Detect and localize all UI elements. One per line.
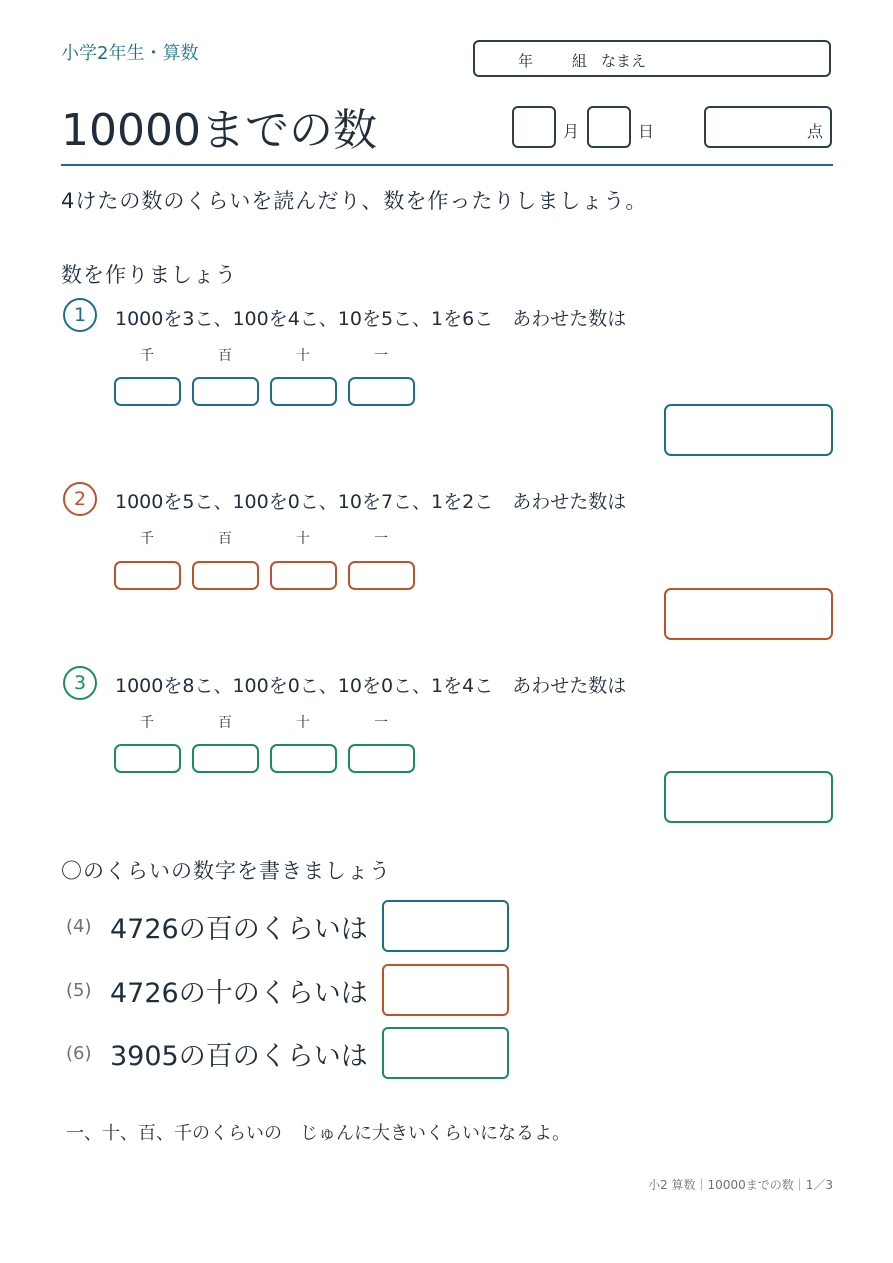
digit-input-tens[interactable]	[270, 744, 337, 773]
header-divider	[61, 164, 833, 166]
page-footer: 小2 算数｜10000までの数｜1／3	[648, 1178, 833, 1192]
day-label: 日	[638, 122, 655, 141]
section2-title: 〇のくらいの数字を書きましょう	[61, 859, 391, 883]
name-label: なまえ	[601, 52, 647, 70]
day-field[interactable]	[587, 106, 631, 148]
place-label-hundreds: 百	[218, 531, 232, 547]
digit-input-ones[interactable]	[348, 744, 415, 773]
question-3-text: 1000を8こ、100を0こ、10を0こ、1を4こ あわせた数は	[115, 675, 627, 697]
score-label: 点	[807, 122, 824, 141]
page-title: 10000までの数	[61, 105, 377, 156]
question-4-number: (4)	[66, 916, 92, 937]
place-label-tens: 十	[296, 715, 310, 731]
digit-input-ones[interactable]	[348, 561, 415, 590]
answer-box-2[interactable]	[664, 588, 833, 640]
place-label-ones: 一	[374, 348, 388, 364]
question-6-text: 3905の百のくらいは	[110, 1041, 368, 1072]
place-label-tens: 十	[296, 531, 310, 547]
grade-label: 年	[518, 52, 534, 70]
answer-box-6[interactable]	[382, 1027, 509, 1079]
class-label: 組	[572, 52, 588, 70]
digit-input-tens[interactable]	[270, 561, 337, 590]
month-label: 月	[563, 122, 580, 141]
question-5-number: (5)	[66, 980, 92, 1001]
place-label-hundreds: 百	[218, 348, 232, 364]
subject-label: 小学2年生・算数	[61, 43, 199, 64]
digit-input-hundreds[interactable]	[192, 377, 259, 406]
answer-box-5[interactable]	[382, 964, 509, 1016]
question-5-text: 4726の十のくらいは	[110, 978, 368, 1009]
question-4-text: 4726の百のくらいは	[110, 914, 368, 945]
answer-box-4[interactable]	[382, 900, 509, 952]
question-2-number: 2	[63, 482, 97, 516]
digit-input-thousands[interactable]	[114, 744, 181, 773]
question-6-number: (6)	[66, 1043, 92, 1064]
place-label-ones: 一	[374, 531, 388, 547]
instruction-text: 4けたの数のくらいを読んだり、数を作ったりしましょう。	[61, 189, 648, 213]
question-1-text: 1000を3こ、100を4こ、10を5こ、1を6こ あわせた数は	[115, 308, 627, 330]
question-1-number: 1	[63, 298, 97, 332]
question-2-text: 1000を5こ、100を0こ、10を7こ、1を2こ あわせた数は	[115, 491, 627, 513]
place-label-ones: 一	[374, 715, 388, 731]
place-label-thousands: 千	[140, 715, 154, 731]
digit-input-ones[interactable]	[348, 377, 415, 406]
answer-box-3[interactable]	[664, 771, 833, 823]
month-field[interactable]	[512, 106, 556, 148]
digit-input-tens[interactable]	[270, 377, 337, 406]
digit-input-thousands[interactable]	[114, 377, 181, 406]
place-label-tens: 十	[296, 348, 310, 364]
place-label-thousands: 千	[140, 531, 154, 547]
digit-input-hundreds[interactable]	[192, 561, 259, 590]
digit-input-hundreds[interactable]	[192, 744, 259, 773]
hint-note: 一、十、百、千のくらいの じゅんに大きいくらいになるよ。	[66, 1123, 570, 1144]
answer-box-1[interactable]	[664, 404, 833, 456]
section1-title: 数を作りましょう	[61, 263, 237, 287]
question-3-number: 3	[63, 666, 97, 700]
digit-input-thousands[interactable]	[114, 561, 181, 590]
place-label-hundreds: 百	[218, 715, 232, 731]
place-label-thousands: 千	[140, 348, 154, 364]
